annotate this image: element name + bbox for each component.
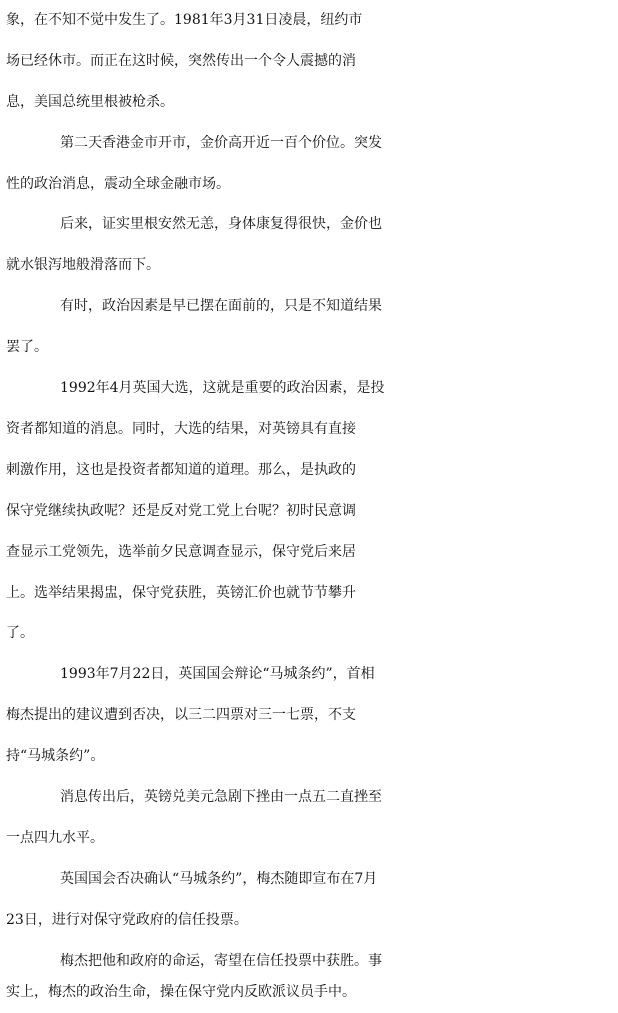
- text-line: 性的政治消息，震动全球金融市场。: [6, 176, 230, 192]
- text-line: 一点四九水平。: [6, 830, 104, 846]
- text-line: 英国国会否决确认“马城条约”，梅杰随即宣布在7月: [60, 871, 378, 887]
- text-line: 梅杰提出的建议遭到否决，以三二四票对三一七票，不支: [6, 707, 356, 723]
- text-line: 上。选举结果揭盅，保守党获胜，英镑汇价也就节节攀升: [6, 585, 356, 601]
- text-line: 就水银泻地般滑落而下。: [6, 257, 160, 273]
- text-line: 实上，梅杰的政治生命，操在保守党内反欧派议员手中。: [6, 984, 356, 1000]
- text-line: 罢了。: [6, 339, 48, 355]
- text-line: 持“马城条约”。: [6, 748, 105, 764]
- text-line: 消息传出后，英镑兑美元急剧下挫由一点五二直挫至: [60, 789, 382, 805]
- text-line: 第二天香港金市开市，金价高开近一百个价位。突发: [60, 135, 382, 151]
- text-line: 刺激作用，这也是投资者都知道的道理。那么，是执政的: [6, 462, 356, 478]
- text-line: 象，在不知不觉中发生了。1981年3月31日凌晨，纽约市: [6, 12, 363, 28]
- text-line: 场已经休市。而正在这时候，突然传出一个令人震撼的消: [6, 53, 356, 69]
- text-line: 1992年4月英国大选，这就是重要的政治因素，是投: [60, 380, 385, 396]
- text-line: 23日，进行对保守党政府的信任投票。: [6, 912, 248, 928]
- text-line: 梅杰把他和政府的命运，寄望在信任投票中获胜。事: [60, 953, 382, 969]
- text-line: 查显示工党领先，选举前夕民意调查显示，保守党后来居: [6, 544, 356, 560]
- text-line: 有时，政治因素是早已摆在面前的，只是不知道结果: [60, 298, 382, 314]
- text-line: 保守党继续执政呢？还是反对党工党上台呢？初时民意调: [6, 503, 356, 519]
- text-line: 息，美国总统里根被枪杀。: [6, 94, 174, 110]
- text-line: 了。: [6, 625, 34, 641]
- text-line: 后来，证实里根安然无恙，身体康复得很快，金价也: [60, 216, 382, 232]
- text-line: 资者都知道的消息。同时，大选的结果，对英镑具有直接: [6, 421, 356, 437]
- text-line: 1993年7月22日，英国国会辩论“马城条约”，首相: [60, 666, 375, 682]
